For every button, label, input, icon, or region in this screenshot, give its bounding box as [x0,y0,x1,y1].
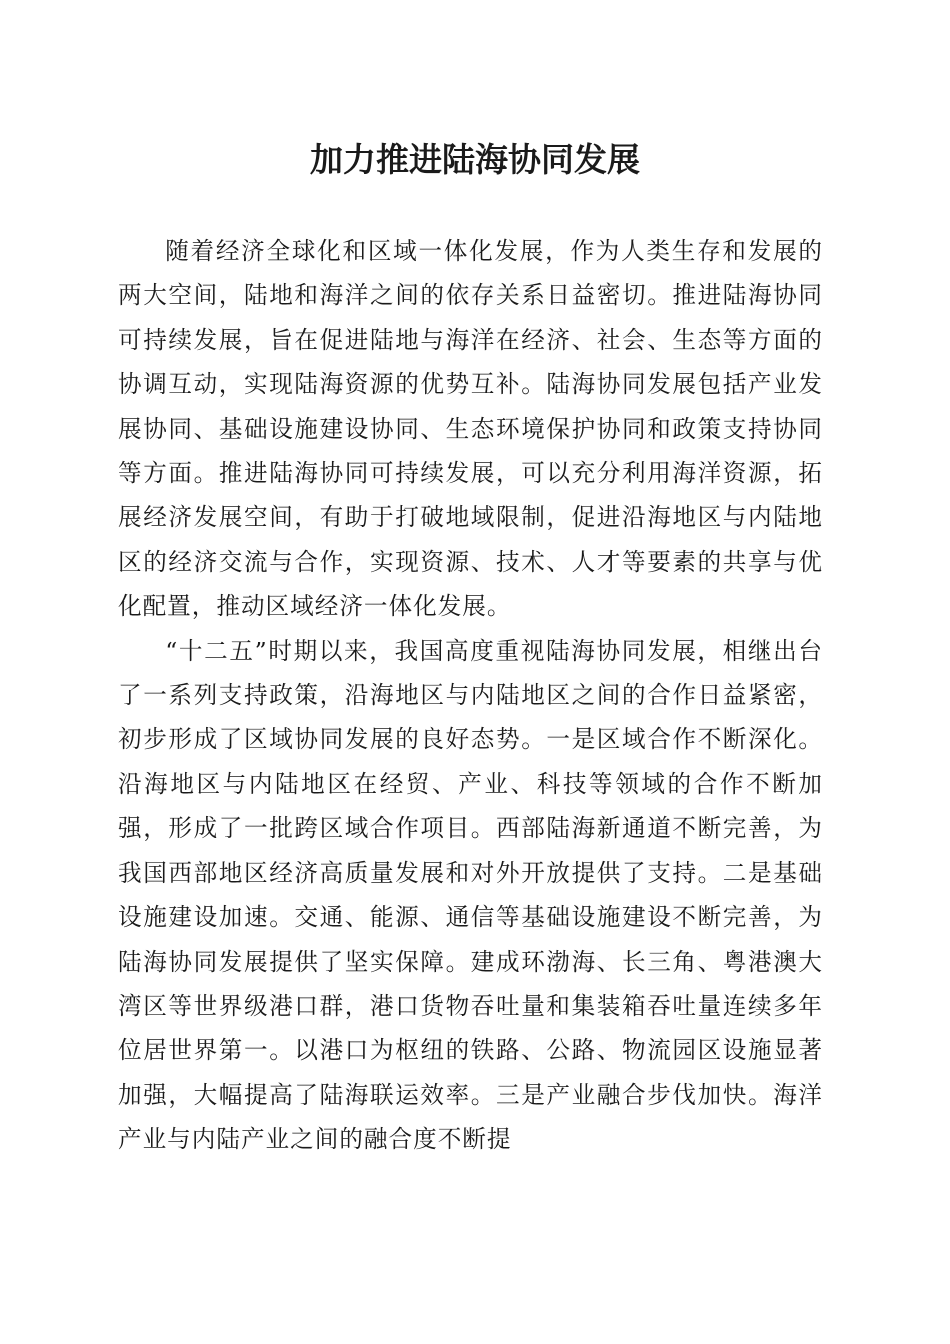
document-body [118,229,823,1162]
document-title: 加力推进陆海协同发展 [310,140,640,179]
paragraph-1: 随着经济全球化和区域一体化发展，作为人类生存和发展的两大空间，陆地和海洋之间的依存关系日益密切。推进陆海协同可持续发展，旨在促进陆地与海洋在经济、社会、生态等方面的协调互动，实现陆海资源的优势互补。陆海协同发展包括产业发展协同、基础设施建设协同、生态环境保护协同和政策支持协同等方面。推进陆海协同可持续发展，可以充分利用海洋资源，拓展经济发展空间，有助于打破地域限制，促进沿海地区与内陆地区的经济交流与合作，实现资源、技术、人才等要素的共享与优化配置，推动区域经济一体化发展。 [118,237,823,621]
paragraph-2: “十二五”时期以来，我国高度重视陆海协同发展，相继出台了一系列支持政策，沿海地区与内陆地区之间的合作日益紧密，初步形成了区域协同发展的良好态势。一是区域合作不断深化。沿海地区与内陆地区在经贸、产业、科技等领域的合作不断加强，形成了一批跨区域合作项目。西部陆海新通道不断完善，为我国西部地区经济高质量发展和对外开放提供了支持。二是基础设施建设加速。交通、能源、通信等基础设施建设不断完善，为陆海协同发展提供了坚实保障。建成环渤海、长三角、粤港澳大湾区等世界级港口群，港口货物吞吐量和集装箱吞吐量连续多年位居世界第一。以港口为枢纽的铁路、公路、物流园区设施显著加强，大幅提高了陆海联运效率。三是产业融合步伐加快。海洋产业与内陆产业之间的融合度不断提 [118,636,823,1154]
